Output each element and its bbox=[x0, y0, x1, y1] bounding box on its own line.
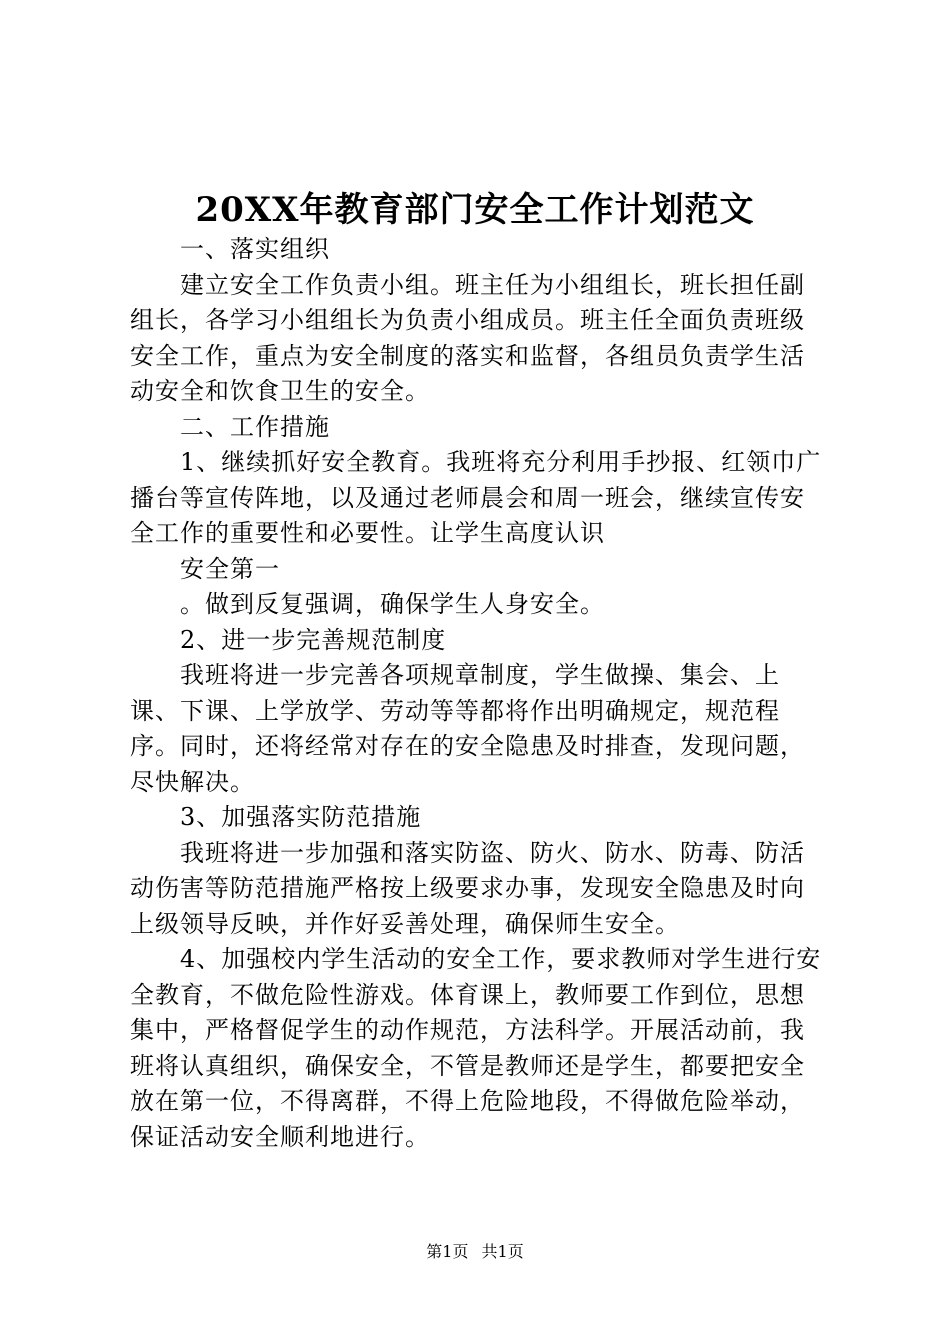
paragraph-measure-1-continued: 。做到反复强调，确保学生人身安全。 bbox=[180, 590, 605, 618]
section-heading-organization: 一、落实组织 bbox=[180, 235, 330, 263]
section-heading-measures: 二、工作措施 bbox=[180, 412, 330, 441]
document-title: 20XX年教育部门安全工作计划范文 bbox=[195, 190, 755, 230]
paragraph-measure-1: 1、继续抓好安全教育。我班将充分利用手抄报、红领巾广播台等宣传阵地，以及通过老师晨会和周一班会，继续宣传安全工作的重要性和必要性。让学生高度认识 bbox=[130, 448, 822, 547]
paragraph-measure-3: 我班将进一步加强和落实防盗、防火、防水、防毒、防活动伤害等防范措施严格按上级要求办事，发现安全隐患及时向上级领导反映，并作好妥善处理，确保师生安全。 bbox=[130, 838, 805, 938]
page-number-total: 共1页 bbox=[481, 1242, 524, 1261]
paragraph-measure-4: 4、加强校内学生活动的安全工作，要求教师对学生进行安全教育，不做危险性游戏。体育课上，教师要工作到位，思想集中，严格督促学生的动作规范，方法科学。开展活动前，我班将认真组织，确保安全，不管是教师还是学生，都要把安全放在第一位，不得离群，不得上危险地段，不得做危险举动，保证活动安全顺利地进行。 bbox=[130, 945, 822, 1151]
paragraph-organization: 建立安全工作负责小组。班主任为小组组长，班长担任副组长，各学习小组组长为负责小组成员。班主任全面负责班级安全工作，重点为安全制度的落实和监督，各组员负责学生活动安全和饮食卫生的安全。 bbox=[130, 270, 805, 405]
subheading-measure-3: 3、加强落实防范措施 bbox=[180, 803, 422, 831]
document-body bbox=[130, 232, 828, 1155]
subheading-measure-2: 2、进一步完善规范制度 bbox=[180, 625, 447, 654]
page-number-current: 第1页 bbox=[426, 1242, 469, 1261]
paragraph-measure-2: 我班将进一步完善各项规章制度，学生做操、集会、上课、下课、上学放学、劳动等等都将作出明确规定，规范程序。同时，还将经常对存在的安全隐患及时排查，发现问题，尽快解决。 bbox=[130, 661, 805, 796]
page-footer bbox=[0, 1240, 950, 1264]
paragraph-safety-first: 安全第一 bbox=[180, 554, 280, 583]
